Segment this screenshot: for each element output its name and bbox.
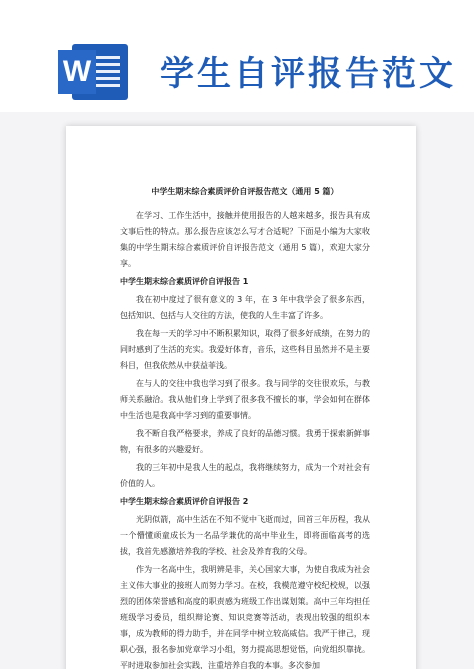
- body-paragraph: 我不断自我严格要求，养成了良好的品德习惯。我勇于探索新鲜事物，有很多的兴趣爱好。: [120, 429, 370, 454]
- word-icon-lines: [96, 56, 120, 91]
- document-preview-area: [0, 112, 474, 669]
- body-paragraph: 作为一名高中生，我明辨是非，关心国家大事，为使自我成为社会主义伟大事业的接班人而努力学习。在校，我模范遵守校纪校规，以强烈的团体荣誉感和高度的职责感为班级工作出谋划策。高中三年均担任班级学习委员，组织辩论赛、知识竞赛等活动，表现出较强的组织本事，成为教师的得力助手，并在同学中树立较高威信。我严于律己，现职心强，报名参加党章学习小组，努力提高思想觉悟，向党组织靠拢。平时进取参加社会实践，注重培养自我的本事。多次参加: [120, 565, 370, 669]
- section-heading: 中学生期末综合素质评价自评报告 2: [120, 497, 249, 506]
- body-paragraph: 我在初中度过了很有意义的 3 年，在 3 年中我学会了很多东西，包括知识、包括与人交往的方法，使我的人生丰富了许多。: [120, 295, 370, 320]
- section-heading: 中学生期末综合素质评价自评报告 1: [120, 277, 249, 286]
- intro-paragraph: 在学习、工作生活中，接触并使用报告的人越来越多，报告具有成文事后性的特点。那么报告应该怎么写才合适呢？下面是小编为大家收集的中学生期末综合素质评价自评报告范文（通用 5 篇），欢迎大家分享。: [120, 211, 370, 268]
- document-body: [120, 184, 370, 669]
- banner-title: 学生自评报告范文: [160, 54, 456, 94]
- word-icon-letter: W: [58, 50, 96, 94]
- body-paragraph: 我的三年初中是我人生的起点，我将继续努力，成为一个对社会有价值的人。: [120, 463, 370, 488]
- banner: [0, 0, 474, 112]
- document-page: [66, 126, 416, 669]
- word-document-icon: [58, 44, 130, 100]
- body-paragraph: 我在每一天的学习中不断积累知识，取得了很多好成绩，在努力的同时感到了生活的充实。我爱好体育，音乐，这些科目虽然并不是主要科目，但我依然从中获益菲浅。: [120, 329, 370, 370]
- body-paragraph: 在与人的交往中我也学习到了很多。我与同学的交往很欢乐，与教师关系融洽。我从他们身上学到了很多我不擅长的事，学会如何在群体中生活也是我高中学习到的重要事情。: [120, 379, 370, 420]
- document-title: 中学生期末综合素质评价自评报告范文（通用 5 篇）: [151, 187, 339, 196]
- body-paragraph: 光阴似箭，高中生活在不知不觉中飞逝而过，回首三年历程，我从一个懵懂顽童成长为一名品学兼优的高中毕业生，即将面临高考的选拔，我首先感激培养我的学校、社会及养育我的父母。: [120, 515, 370, 556]
